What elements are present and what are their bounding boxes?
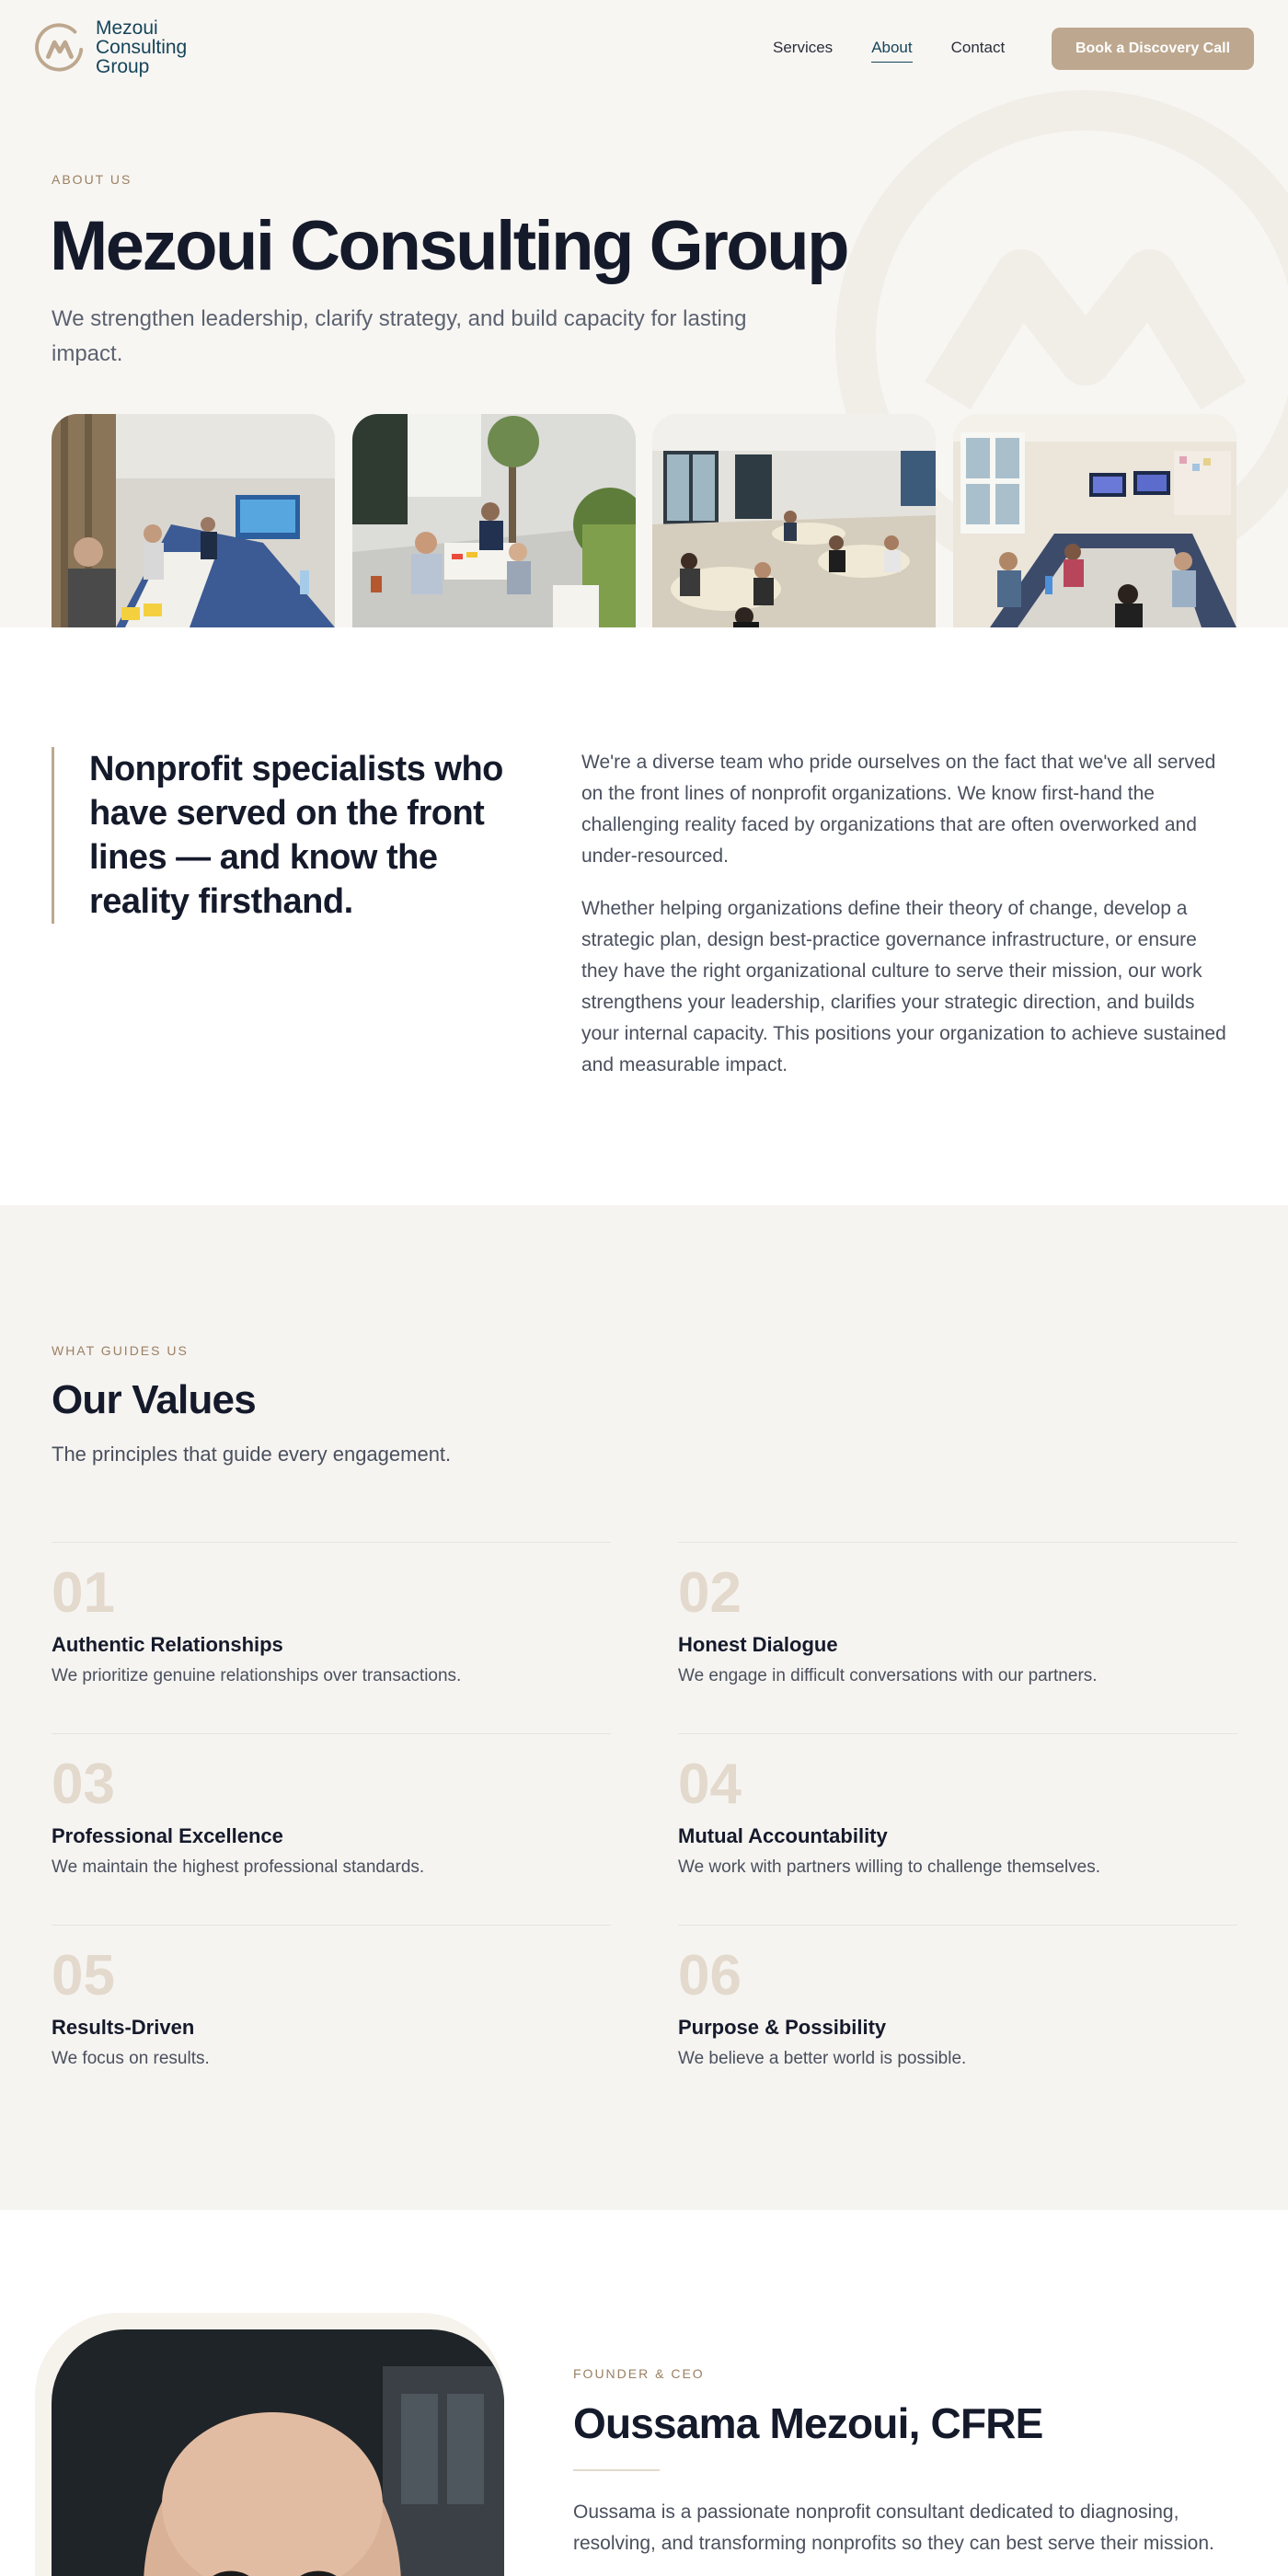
about-description — [581, 747, 1236, 1102]
value-title: Purpose & Possibility — [678, 2016, 887, 2039]
nav-link-about[interactable]: About — [871, 39, 913, 56]
workshop-presentation-photo — [52, 414, 335, 627]
value-description: We prioritize genuine relationships over transactions. — [52, 1666, 462, 1685]
round-table-session-photo — [652, 414, 936, 627]
value-description: We believe a better world is possible. — [678, 2049, 967, 2068]
founder-name: Oussama Mezoui, CFRE — [573, 2399, 1043, 2447]
values-eyebrow: WHAT GUIDES US — [52, 1343, 189, 1358]
brand-logo[interactable] — [33, 18, 187, 76]
about-pull-quote: Nonprofit specialists who have served on the front lines — and know the reality firsthand. — [52, 747, 512, 924]
values-heading: Our Values — [52, 1377, 256, 1422]
outdoor-team-meeting-photo — [352, 414, 636, 627]
value-title: Results-Driven — [52, 2016, 195, 2039]
hero-section — [0, 0, 1288, 627]
values-section — [0, 1205, 1288, 2210]
founder-section — [0, 2210, 1288, 2576]
value-card — [678, 1925, 1237, 2116]
value-card — [52, 1925, 611, 2116]
hero-eyebrow: ABOUT US — [52, 172, 132, 187]
values-subtitle: The principles that guide every engagement. — [52, 1443, 452, 1466]
founder-divider — [573, 2469, 660, 2471]
value-title: Professional Excellence — [52, 1824, 283, 1847]
brand-name-line-3: Group — [96, 56, 150, 77]
hero-photo-gallery — [52, 414, 1236, 627]
page-title: Mezoui Consulting Group — [50, 207, 848, 285]
value-description: We focus on results. — [52, 2049, 210, 2068]
value-card — [52, 1733, 611, 1925]
value-title: Mutual Accountability — [678, 1824, 888, 1847]
value-number: 05 — [52, 1944, 115, 2007]
about-paragraph-1: We're a diverse team who pride ourselves on the fact that we've all served on the front lines of nonprofit organizations. We know first-hand the challenging reality faced by organizations that are often overworked and under-resourced. — [581, 752, 1216, 867]
nav-link-contact[interactable]: Contact — [950, 39, 1006, 56]
nav-link-services[interactable]: Services — [773, 39, 834, 56]
value-title: Authentic Relationships — [52, 1633, 283, 1656]
founder-bio: Oussama is a passionate nonprofit consultant dedicated to diagnosing, resolving, and transforming nonprofits so they can best serve their mission. — [573, 2501, 1214, 2554]
about-paragraph-2: Whether helping organizations define their theory of change, develop a strategic plan, design best-practice governance infrastructure, or ensure they have the right organizational culture to serve their mission, our work strengthens your leadership, clarifies your strategic direction, and builds your internal capacity. This positions your organization to achieve sustained and measurable impact. — [581, 898, 1226, 1075]
book-discovery-call-button[interactable]: Book a Discovery Call — [1052, 28, 1254, 70]
value-description: We work with partners willing to challenge themselves. — [678, 1857, 1101, 1877]
brand-name-line-1: Mezoui — [96, 17, 158, 39]
value-number: 02 — [678, 1561, 742, 1625]
value-number: 01 — [52, 1561, 115, 1625]
value-title: Honest Dialogue — [678, 1633, 838, 1656]
conference-room-photo — [953, 414, 1236, 627]
value-number: 04 — [678, 1753, 742, 1816]
brand-name-line-2: Consulting — [96, 37, 188, 58]
hero-subtitle: We strengthen leadership, clarify strategy, and build capacity for lasting impact. — [52, 306, 747, 366]
mezoui-logo-icon — [33, 20, 86, 75]
about-section — [0, 627, 1288, 1205]
value-number: 03 — [52, 1753, 115, 1816]
value-card — [678, 1542, 1237, 1733]
brand-name — [96, 18, 187, 76]
value-description: We engage in difficult conversations with our partners. — [678, 1666, 1098, 1685]
value-card — [52, 1542, 611, 1733]
top-navigation — [0, 0, 1288, 101]
founder-eyebrow: FOUNDER & CEO — [573, 2366, 705, 2381]
founder-portrait-photo — [52, 2329, 504, 2576]
nav-links — [773, 39, 1043, 57]
value-description: We maintain the highest professional standards. — [52, 1857, 425, 1877]
value-card — [678, 1733, 1237, 1925]
value-number: 06 — [678, 1944, 742, 2007]
